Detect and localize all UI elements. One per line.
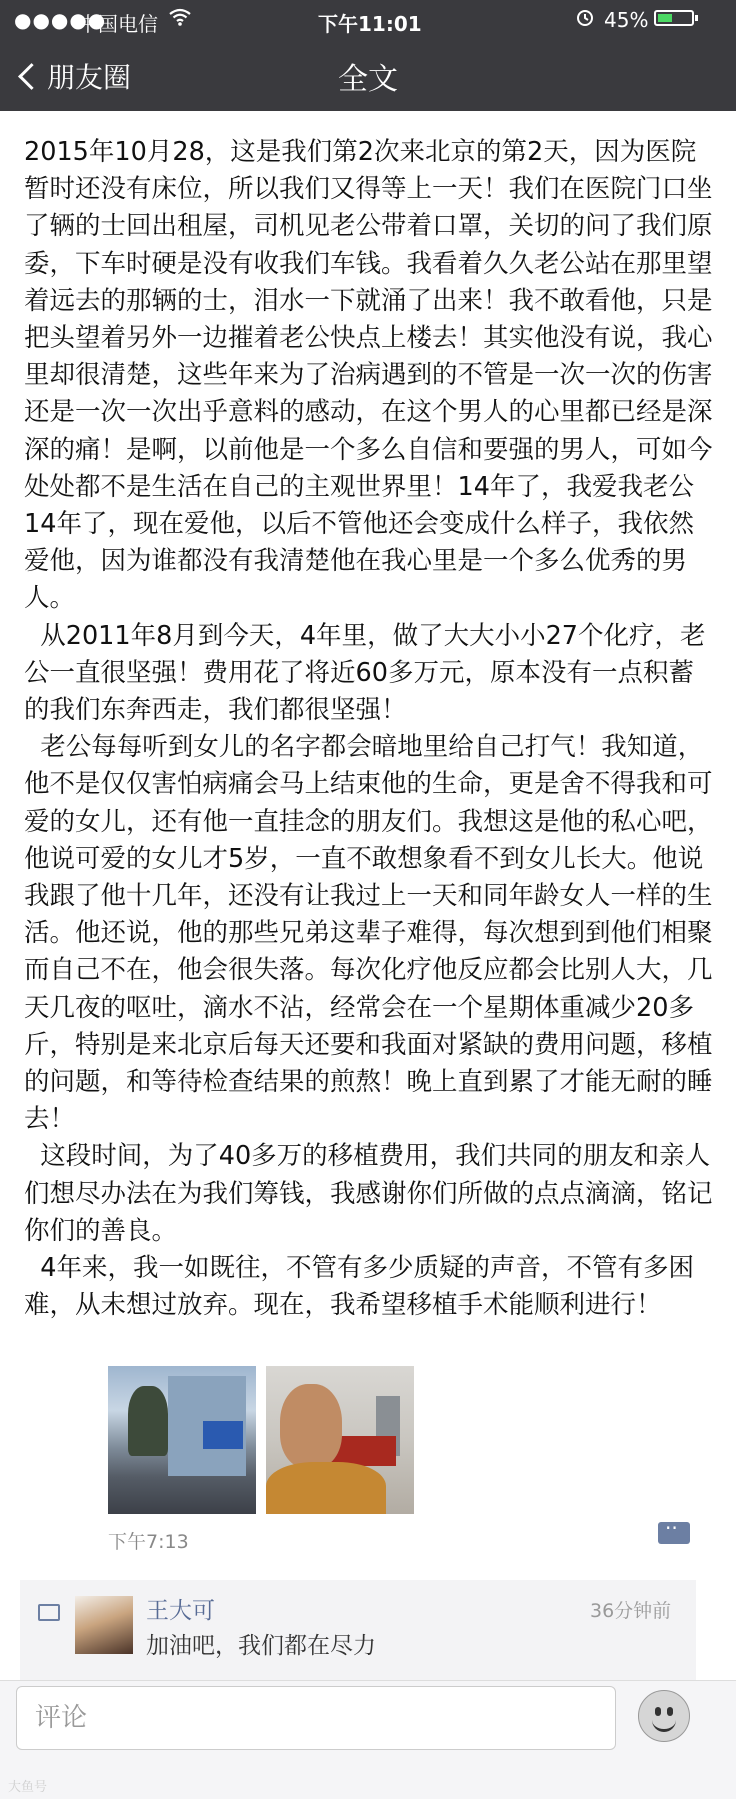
battery-level-fill: [658, 14, 672, 22]
commenter-name[interactable]: 王大可: [146, 1598, 215, 1624]
status-time: 下午11:01: [318, 12, 422, 36]
comment-input-bar: [0, 1680, 736, 1799]
post-timestamp: 下午7:13: [108, 1531, 189, 1553]
alarm-clock-icon: [575, 7, 595, 32]
comment-time: 36分钟前: [590, 1600, 672, 1622]
post-photo-street[interactable]: [108, 1366, 256, 1514]
comment-input[interactable]: [33, 1687, 597, 1749]
status-bar: [0, 0, 736, 36]
comment-icon: [38, 1604, 60, 1621]
battery-icon: [654, 10, 694, 26]
article-paragraph: 从2011年8月到今天，4年里，做了大大小小27个化疗，老公一直很坚强！费用花了将近60多万元，原本没有一点积蓄的我们东奔西走，我们都很坚强！: [24, 620, 706, 726]
battery-percent: 45%: [604, 8, 649, 32]
avatar[interactable]: [75, 1596, 133, 1654]
watermark: 大鱼号: [8, 1780, 48, 1795]
navigation-bar: [0, 36, 736, 111]
article-paragraph: 4年来，我一如既往，不管有多少质疑的声音，不管有多困难，从未想过放弃。现在，我希望移植手术能顺利进行！: [24, 1253, 694, 1321]
post-full-text: [24, 134, 714, 1325]
comment-input-box: [16, 1686, 616, 1750]
article-paragraph: 2015年10月28，这是我们第2次来北京的第2天，因为医院暂时还没有床位，所以我们又得等上一天！我们在医院门口坐了辆的士回出租屋，司机见老公带着口罩，关切的问了我们原委，下车时硬是没有收我们车钱。我看着久久老公站在那里望着远去的那辆的士，泪水一下就涌了出来！我不敢看他，只是把头望着另外一边摧着老公快点上楼去！其实他没有说，我心里却很清楚，这些年来为了治病遇到的不管是一次一次的伤害还是一次一次出乎意料的感动，在这个男人的心里都已经是深深的痛！是啊，以前他是一个多么自信和要强的男人，可如今处处都不是生活在自己的主观世界里！14年了，我爱我老公14年了，现在爱他，以后不管他还会变成什么样子，我依然爱他，因为谁都没有我清楚他在我心里是一个多么优秀的男人。: [24, 137, 713, 614]
emoji-smiley-icon[interactable]: [638, 1690, 690, 1742]
back-label: 朋友圈: [47, 61, 132, 94]
post-photo-portrait[interactable]: [266, 1366, 414, 1514]
page-title: 全文: [338, 62, 398, 97]
comment-text: 加油吧，我们都在尽力: [146, 1633, 376, 1659]
carrier-name: 中国电信: [78, 12, 158, 36]
article-paragraph: 老公每每听到女儿的名字都会暗地里给自己打气！我知道，他不是仅仅害怕病痛会马上结束他的生命，更是舍不得我和可爱的女儿，还有他一直挂念的朋友们。我想这是他的私心吧，他说可爱的女儿才5岁，一直不敢想象看不到女儿长大。他说我跟了他十几年，还没有让我过上一天和同年龄女人一样的生活。他还说，他的那些兄弟这辈子难得，每次想到到他们相聚而自己不在，他会很失落。每次化疗他反应都会比别人大，几天几夜的呕吐，滴水不沾，经常会在一个星期体重减少20多斤，特别是来北京后每天还要和我面对紧缺的费用问题，移植的问题，和等待检查结果的煎熬！晚上直到累了才能无耐的睡去！: [24, 732, 713, 1135]
comment-list: [20, 1580, 696, 1680]
wifi-icon: [168, 7, 192, 32]
comment-bubble-icon[interactable]: [658, 1522, 690, 1544]
signal-strength-icon: ●●●●●: [14, 8, 107, 32]
article-paragraph: 这段时间，为了40多万的移植费用，我们共同的朋友和亲人们想尽办法在为我们筹钱，我感谢你们所做的点点滴滴，铭记你们的善良。: [24, 1141, 713, 1246]
